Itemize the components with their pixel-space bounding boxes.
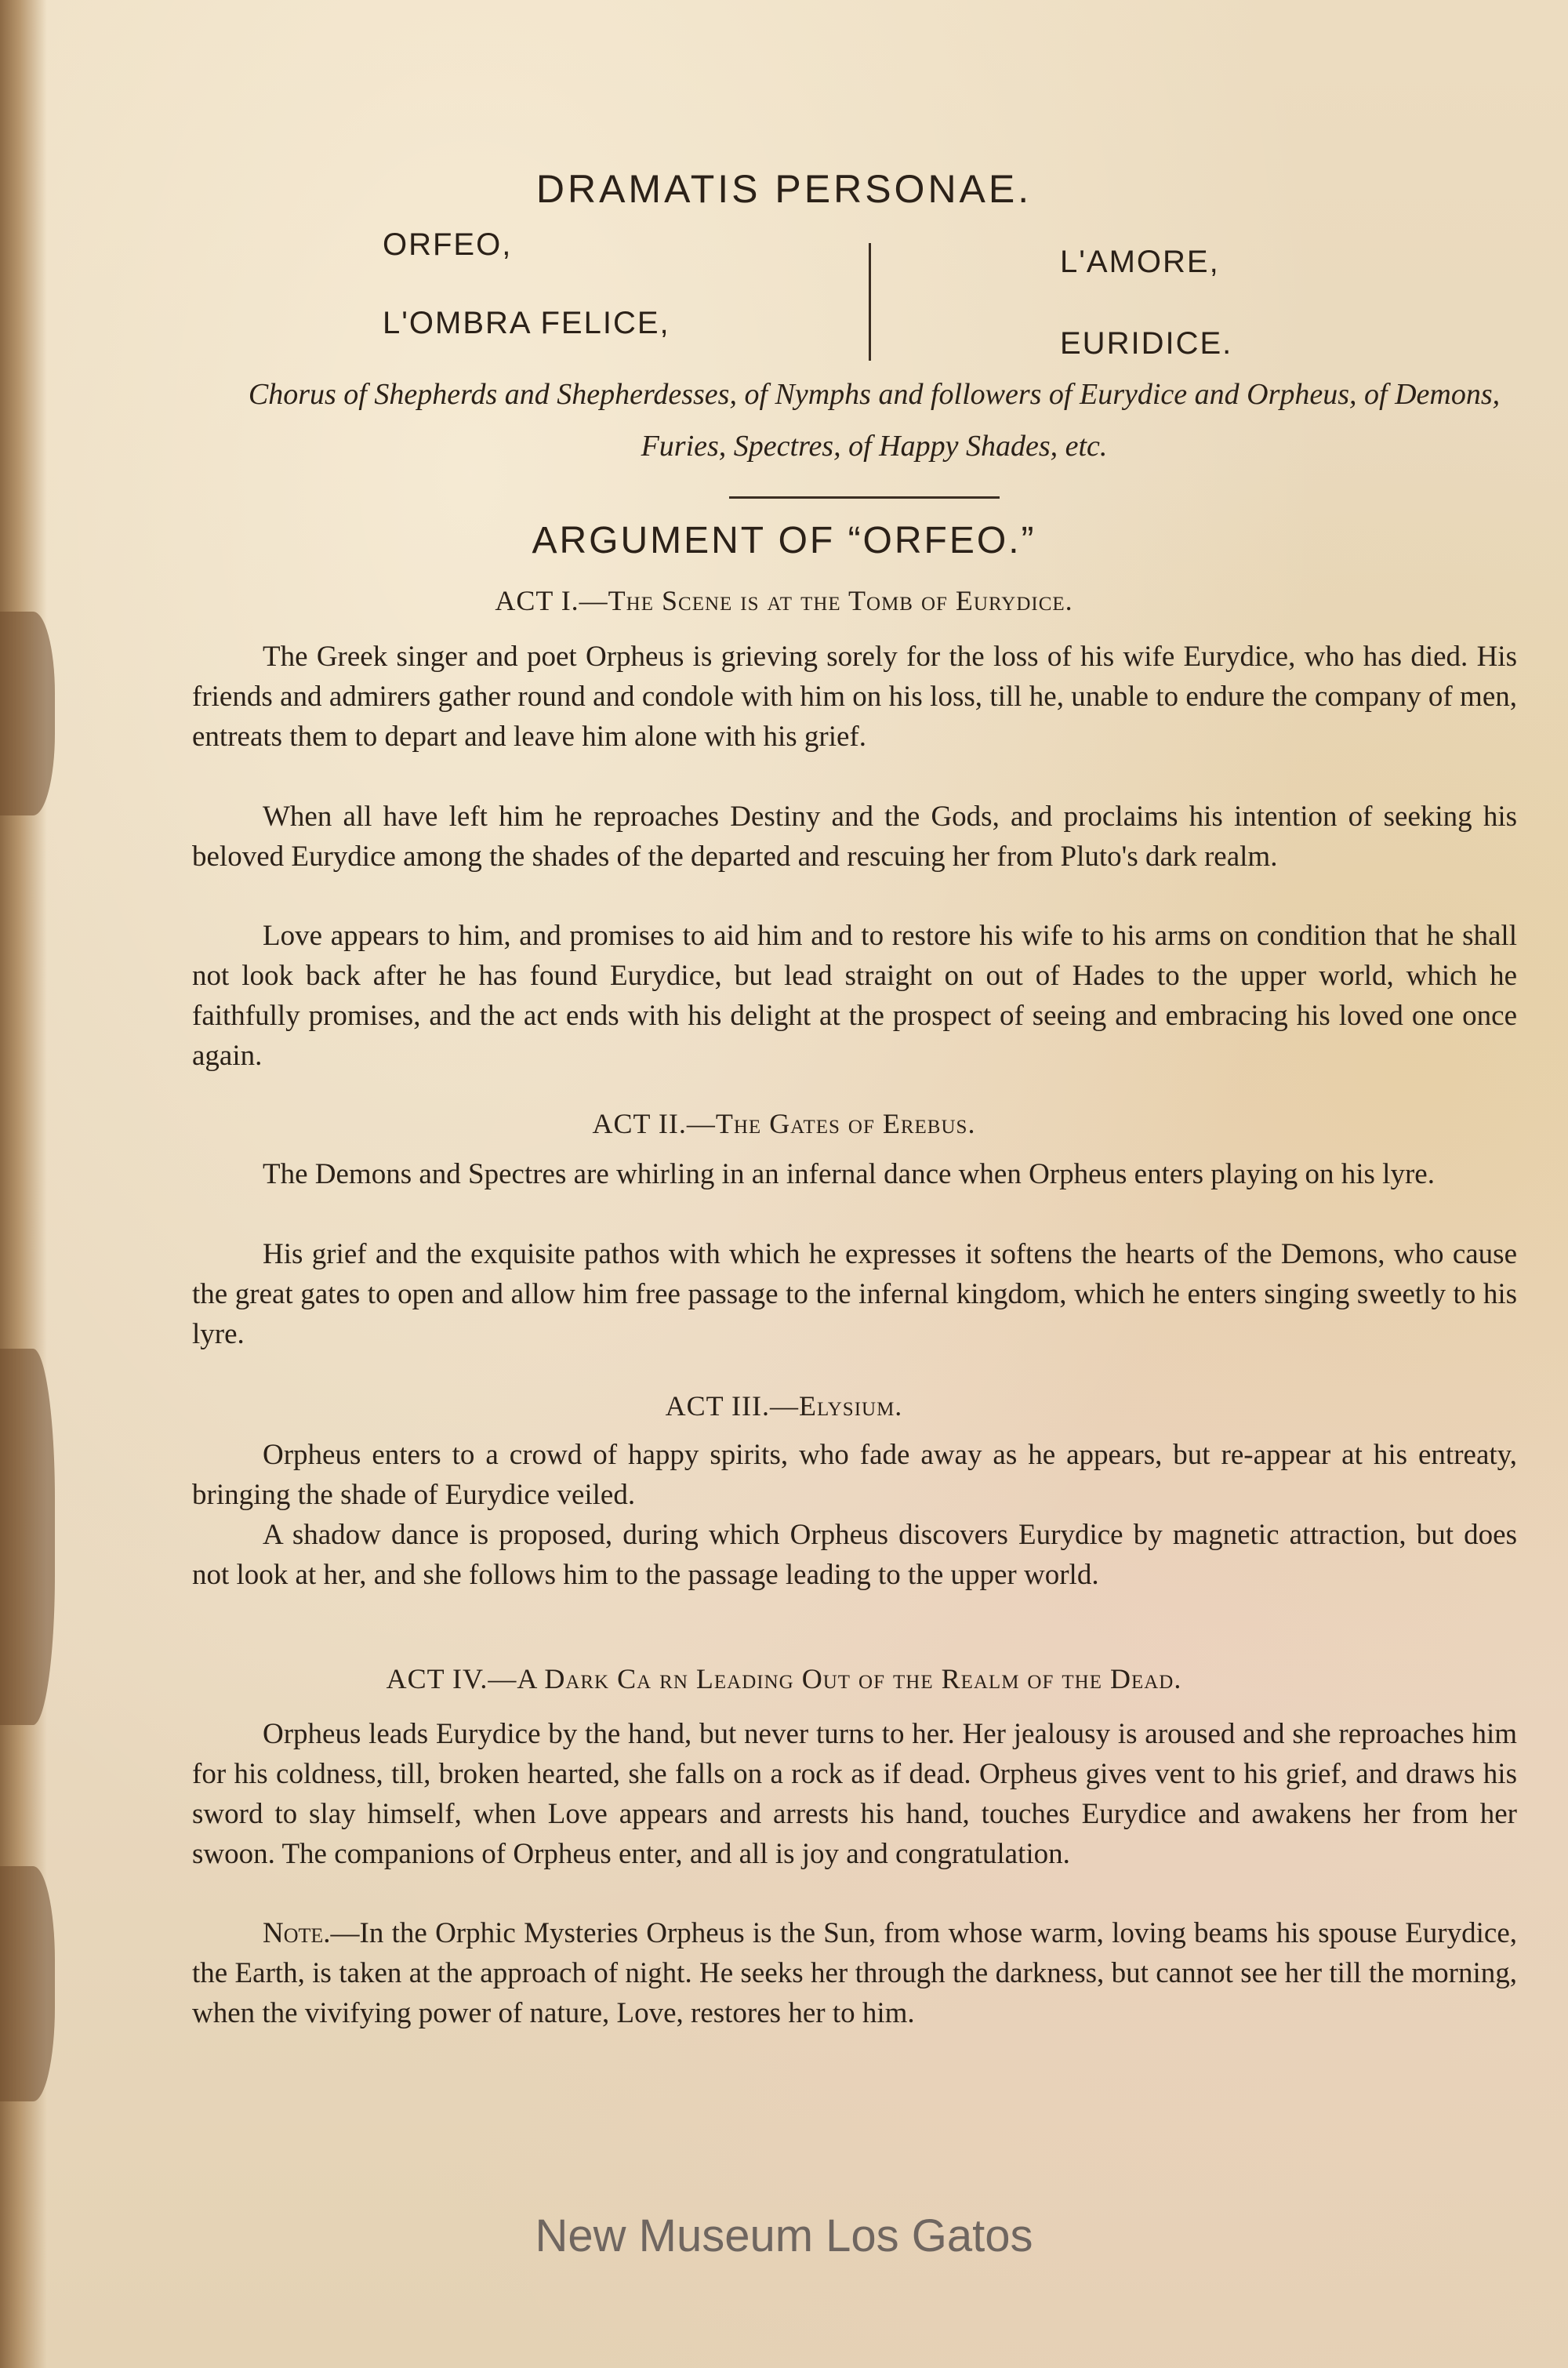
argument-title: ARGUMENT OF “ORFEO.” [532, 520, 1036, 561]
cast-euridice: EURIDICE. [1060, 326, 1233, 361]
note-label: Note. [263, 1917, 331, 1949]
act-2-paragraph: His grief and the exquisite pathos with which he expresses it softens the hearts of the Demons, who cause the great gates to open and allow him free passage to the infernal kingdom, which he enters singing sweetly to his lyre. [192, 1238, 1517, 1350]
act-4-heading: ACT IV.—A Dark Ca rn Leading Out of the Realm of the Dead. [386, 1663, 1182, 1694]
paper-tear [0, 612, 55, 815]
cast-ombra-felice: L'OMBRA FELICE, [383, 306, 670, 340]
act-1-paragraph: The Greek singer and poet Orpheus is grieving sorely for the loss of his wife Eurydice, who has died. His friends and admirers gather round and condole with him on his loss, till he, unable to endure the company of men, entreats them to depart and leave him alone with his grief. [192, 641, 1517, 753]
act-1-paragraph: When all have left him he reproaches Destiny and the Gods, and proclaims his intention of seeking his beloved Eurydice among the shades of the departed and rescuing her from Pluto's dark realm. [192, 801, 1517, 873]
cast-orfeo: ORFEO, [383, 227, 513, 262]
cast-divider [869, 243, 871, 361]
cast-amore: L'AMORE, [1060, 245, 1220, 279]
dramatis-personae-title: DRAMATIS PERSONAE. [535, 167, 1033, 211]
museum-watermark: New Museum Los Gatos [535, 2210, 1033, 2261]
act-3-paragraph: Orpheus enters to a crowd of happy spirits, who fade away as he appears, but re-appear at his entreaty, bringing the shade of Eurydice veiled. [192, 1439, 1517, 1511]
note-text: —In the Orphic Mysteries Orpheus is the Sun, from whose warm, loving beams his spouse Eurydice, the Earth, is taken at the approach of night. He seeks her through the darkness, but cannot see her till the morning, when the vivifying power of nature, Love, restores her to him. [192, 1917, 1517, 2029]
act-3-paragraph: A shadow dance is proposed, during which Orpheus discovers Eurydice by magnetic attraction, but does not look at her, and she follows him to the passage leading to the upper world. [192, 1519, 1517, 1591]
act-2-paragraph: The Demons and Spectres are whirling in an infernal dance when Orpheus enters playing on his lyre. [263, 1158, 1435, 1190]
act-1-paragraph: Love appears to him, and promises to aid him and to restore his wife to his arms on condition that he shall not look back after he has found Eurydice, but lead straight on out of Hades to the upper world, which he faithfully promises, and the act ends with his delight at the prospect of seeing and embracing his loved one once again. [192, 920, 1517, 1072]
paper-tear [0, 1866, 55, 2101]
act-3-heading: ACT III.—Elysium. [665, 1390, 903, 1422]
act-2-heading: ACT II.—The Gates of Erebus. [592, 1108, 976, 1139]
note-paragraph [192, 1913, 1517, 2033]
act-1-heading: ACT I.—The Scene is at the Tomb of Eurydice. [495, 585, 1073, 616]
act-4-paragraph: Orpheus leads Eurydice by the hand, but never turns to her. Her jealousy is aroused and she reproaches him for his coldness, till, broken hearted, she falls on a rock as if dead. Orpheus gives vent to his grief, and draws his sword to slay himself, when Love appears and arrests his hand, touches Eurydice and awakens her from her swoon. The companions of Orpheus enter, and all is joy and congratulation. [192, 1718, 1517, 1870]
chorus-list: Chorus of Shepherds and Shepherdesses, of Nymphs and followers of Eurydice and Orpheus, of Demons, Furies, Spectres, of Happy Shades, etc. [248, 378, 1501, 463]
section-divider [729, 496, 1000, 499]
